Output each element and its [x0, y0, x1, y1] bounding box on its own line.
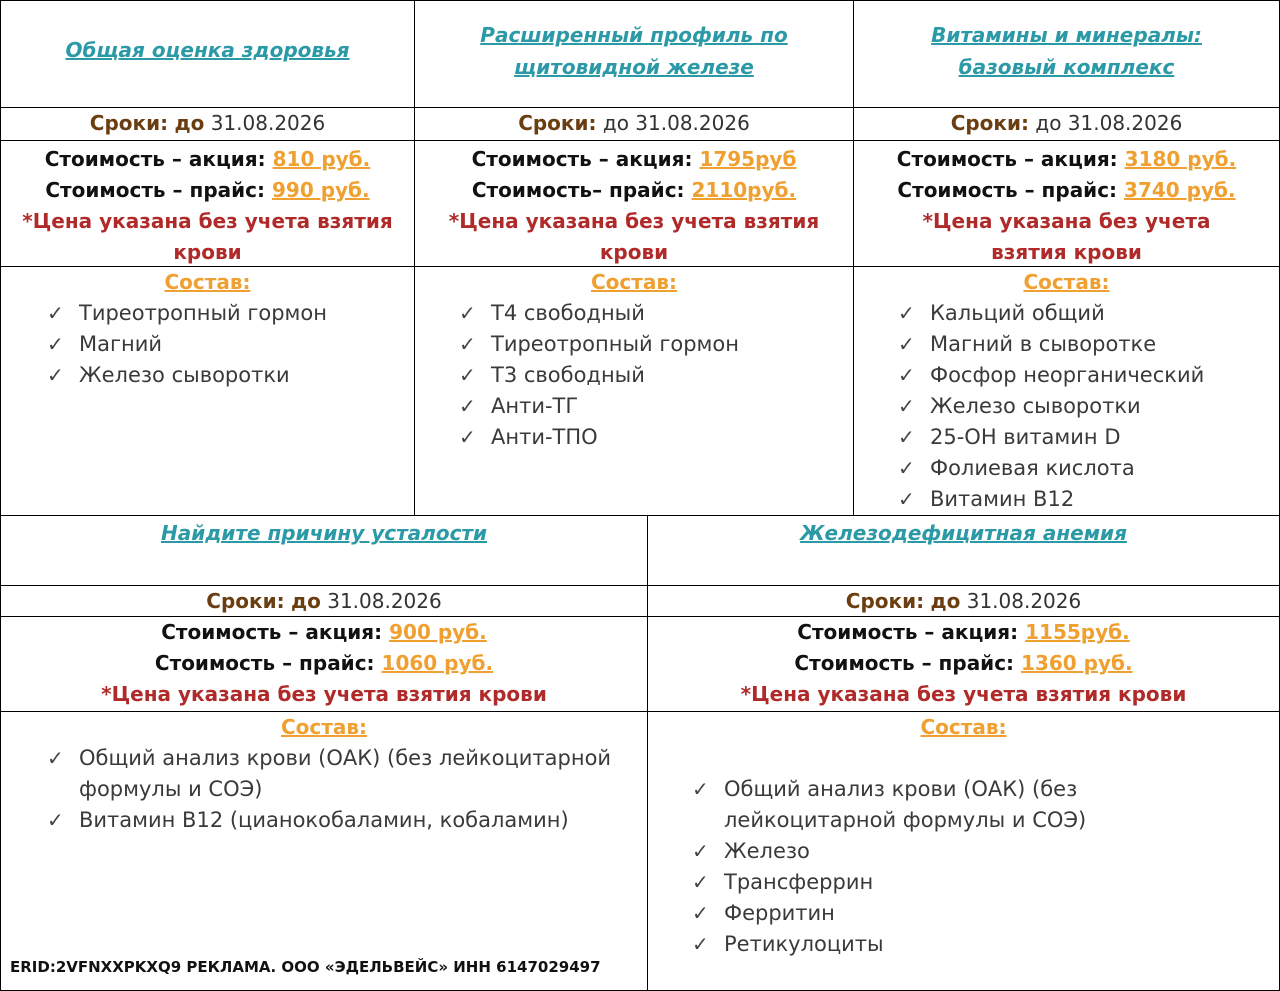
promo-price-label: Стоимость – акция: — [896, 147, 1118, 171]
price-block — [854, 140, 1279, 266]
promo-price-line — [854, 144, 1279, 175]
price-block — [415, 140, 853, 266]
checkmark-icon: ✓ — [898, 456, 915, 480]
list-item: ✓ Кальций общий — [898, 298, 1279, 329]
list-item: ✓ Витамин В12 (цианокобаламин, кобаламин) — [47, 805, 617, 836]
list-item: ✓ Железо сыворотки — [47, 360, 414, 391]
list-item: ✓ Ретикулоциты — [692, 929, 1252, 960]
promo-price: 1795руб — [699, 147, 797, 171]
composition-heading: Состав: — [164, 270, 251, 294]
card-title-block — [648, 516, 1279, 585]
price-note: *Цена указана без учета взятия крови — [101, 682, 547, 706]
deadline-value: 31.08.2026 — [210, 111, 326, 135]
list-item: ✓ Фолиевая кислота — [898, 453, 1279, 484]
checkmark-icon: ✓ — [898, 332, 915, 356]
deadline-row — [854, 107, 1279, 140]
list-price-label: Стоимость – прайс: — [897, 178, 1118, 202]
offer-card-general-health — [0, 0, 415, 516]
list-price-line — [1, 648, 647, 679]
list-price: 990 руб. — [271, 178, 370, 202]
deadline-prefix: до — [930, 589, 961, 613]
card-title-block — [854, 1, 1279, 107]
offer-card-thyroid — [414, 0, 854, 516]
checkmark-icon: ✓ — [692, 870, 709, 894]
deadline-value: до 31.08.2026 — [602, 111, 750, 135]
composition-heading: Состав: — [590, 270, 677, 294]
composition-heading: Состав: — [1023, 270, 1110, 294]
composition-block — [648, 711, 1279, 990]
deadline-value: до 31.08.2026 — [1035, 111, 1183, 135]
checkmark-icon: ✓ — [459, 332, 476, 356]
composition-list — [47, 298, 414, 391]
price-note: *Цена указана без учета взятия крови — [22, 209, 393, 264]
list-item: ✓ Ферритин — [692, 898, 1252, 929]
checkmark-icon: ✓ — [47, 808, 64, 832]
list-item: ✓ Фосфор неорганический — [898, 360, 1279, 391]
checkmark-icon: ✓ — [47, 301, 64, 325]
list-item: ✓ Общий анализ крови (ОАК) (без лейкоцитарной формулы и СОЭ) — [47, 743, 617, 805]
promo-price-label: Стоимость – акция: — [44, 147, 266, 171]
deadline-prefix: до — [174, 111, 205, 135]
checkmark-icon: ✓ — [692, 901, 709, 925]
list-price-line — [648, 648, 1279, 679]
list-item: ✓ Анти-ТПО — [459, 422, 853, 453]
card-title: Общая оценка здоровья — [65, 38, 350, 62]
promo-price-label: Стоимость – акция: — [161, 620, 383, 644]
list-price: 2110руб. — [691, 178, 797, 202]
list-price: 1360 руб. — [1021, 651, 1133, 675]
checkmark-icon: ✓ — [47, 332, 64, 356]
list-item: ✓ Тиреотропный гормон — [47, 298, 414, 329]
checkmark-icon: ✓ — [47, 746, 64, 770]
composition-list — [47, 743, 617, 836]
card-title: Найдите причину усталости — [160, 521, 488, 545]
promo-price: 3180 руб. — [1124, 147, 1237, 171]
offer-card-fatigue — [0, 515, 648, 991]
card-title-block — [415, 1, 853, 107]
price-block — [648, 616, 1279, 711]
promo-price-line — [1, 617, 647, 648]
list-price-line — [854, 175, 1279, 206]
composition-block — [854, 266, 1279, 515]
checkmark-icon: ✓ — [898, 425, 915, 449]
deadline-value: 31.08.2026 — [966, 589, 1082, 613]
promo-price-line — [415, 144, 853, 175]
checkmark-icon: ✓ — [898, 394, 915, 418]
list-price-label: Стоимость – прайс: — [154, 651, 375, 675]
list-item: ✓ Магний в сыворотке — [898, 329, 1279, 360]
list-item: ✓ Железо сыворотки — [898, 391, 1279, 422]
deadline-label: Сроки: — [518, 111, 597, 135]
deadline-label: Сроки: — [89, 111, 169, 135]
price-note: *Цена указана без учета взятия крови — [740, 682, 1187, 706]
deadline-value: 31.08.2026 — [327, 589, 442, 613]
list-item: ✓ Общий анализ крови (ОАК) (без лейкоцитарной формулы и СОЭ) — [692, 774, 1252, 836]
promo-price-line — [648, 617, 1279, 648]
checkmark-icon: ✓ — [459, 394, 476, 418]
list-price-line — [415, 175, 853, 206]
list-price-label: Стоимость – прайс: — [45, 178, 266, 202]
list-price-label: Стоимость – прайс: — [794, 651, 1015, 675]
checkmark-icon: ✓ — [692, 777, 709, 801]
checkmark-icon: ✓ — [459, 425, 476, 449]
composition-list — [459, 298, 853, 453]
list-item: ✓ Магний — [47, 329, 414, 360]
checkmark-icon: ✓ — [47, 363, 64, 387]
deadline-row — [1, 585, 647, 616]
deadline-prefix: до — [290, 589, 321, 613]
promo-price-line — [1, 144, 414, 175]
price-note: *Цена указана без учета взятия крови — [448, 209, 820, 264]
list-item: ✓ 25-ОН витамин D — [898, 422, 1279, 453]
composition-heading: Состав: — [280, 715, 367, 739]
list-item: ✓ Трансферрин — [692, 867, 1252, 898]
checkmark-icon: ✓ — [898, 301, 915, 325]
card-title: Железодефицитная анемия — [800, 521, 1127, 545]
composition-list — [692, 774, 1252, 960]
list-item: ✓ Тиреотропный гормон — [459, 329, 853, 360]
composition-block — [1, 266, 414, 515]
promo-price: 810 руб. — [272, 147, 371, 171]
list-price: 1060 руб. — [381, 651, 494, 675]
card-title-block — [1, 1, 414, 107]
deadline-row — [415, 107, 853, 140]
card-title: Витамины и минералы: базовый комплекс — [931, 23, 1202, 79]
checkmark-icon: ✓ — [692, 932, 709, 956]
promo-price: 900 руб. — [389, 620, 487, 644]
price-note: *Цена указана без учета взятия крови — [922, 209, 1211, 264]
checkmark-icon: ✓ — [459, 301, 476, 325]
list-price-label: Стоимость– прайс: — [471, 178, 685, 202]
promo-price-label: Стоимость – акция: — [471, 147, 693, 171]
list-item: ✓ Витамин В12 — [898, 484, 1279, 515]
promo-price-label: Стоимость – акция: — [797, 620, 1019, 644]
composition-heading: Состав: — [920, 715, 1007, 739]
deadline-label: Сроки: — [206, 589, 285, 613]
list-price-line — [1, 175, 414, 206]
promo-price: 1155руб. — [1025, 620, 1130, 644]
list-item: ✓ Анти-ТГ — [459, 391, 853, 422]
checkmark-icon: ✓ — [459, 363, 476, 387]
composition-list — [898, 298, 1279, 515]
list-item: ✓ Т3 свободный — [459, 360, 853, 391]
list-item: ✓ Т4 свободный — [459, 298, 853, 329]
offer-card-anemia — [647, 515, 1280, 991]
price-block — [1, 140, 414, 266]
list-item: ✓ Железо — [692, 836, 1252, 867]
composition-block — [415, 266, 853, 515]
list-price: 3740 руб. — [1124, 178, 1236, 202]
checkmark-icon: ✓ — [898, 363, 915, 387]
card-title-block — [1, 516, 647, 585]
price-block — [1, 616, 647, 711]
deadline-row — [1, 107, 414, 140]
offer-card-vitamins — [853, 0, 1280, 516]
deadline-label: Сроки: — [845, 589, 925, 613]
deadline-label: Сроки: — [950, 111, 1030, 135]
card-title: Расширенный профиль по щитовидной железе — [480, 23, 788, 79]
advertising-disclaimer: ERID:2VFNXXPKXQ9 РЕКЛАМА. ООО «ЭДЕЛЬВЕЙС» ИНН 6147029497 — [10, 958, 601, 976]
composition-block — [1, 711, 647, 990]
checkmark-icon: ✓ — [898, 487, 915, 511]
checkmark-icon: ✓ — [692, 839, 709, 863]
deadline-row — [648, 585, 1279, 616]
